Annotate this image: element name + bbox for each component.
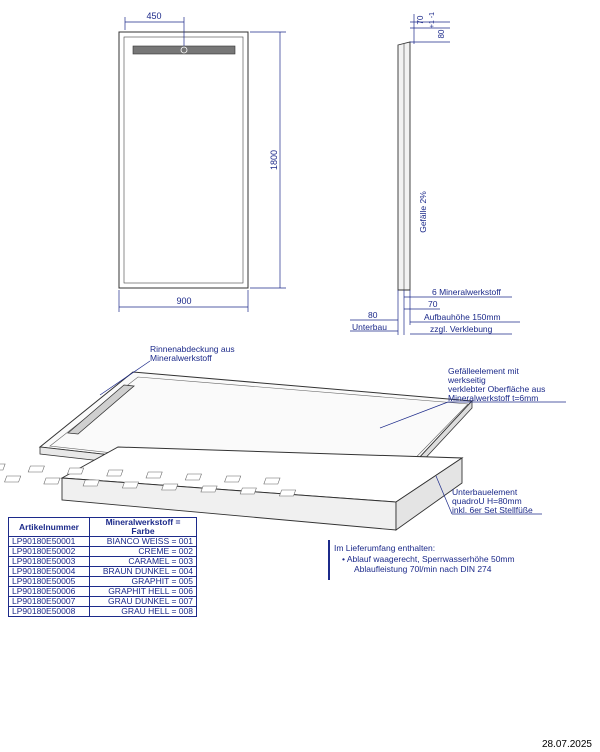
callout-slope-2: werkseitig bbox=[448, 375, 486, 385]
side-view bbox=[350, 12, 520, 335]
table-head-color: Mineralwerkstoff = Farbe bbox=[90, 518, 197, 537]
table-head-code: Artikelnummer bbox=[9, 518, 90, 537]
scope-item-1: • Ablauf waagerecht, Sperrwasserhöhe 50mm bbox=[342, 554, 515, 564]
table-cell-code: LP90180E50005 bbox=[9, 577, 90, 587]
table-row bbox=[9, 607, 197, 617]
table-cell-color: GRAPHIT HELL = 006 bbox=[90, 587, 197, 597]
table-row bbox=[9, 557, 197, 567]
delivery-scope bbox=[328, 540, 558, 580]
scope-bar bbox=[328, 540, 330, 580]
label-6-mineralwerkstoff: 6 Mineralwerkstoff bbox=[432, 287, 501, 297]
table-cell-code: LP90180E50001 bbox=[9, 537, 90, 547]
table-cell-color: GRAU HELL = 008 bbox=[90, 607, 197, 617]
top-view bbox=[119, 11, 286, 312]
table-row bbox=[9, 537, 197, 547]
dim-top-450: 450 bbox=[146, 11, 162, 21]
table-row bbox=[9, 587, 197, 597]
label-aufbauhoehe: Aufbauhöhe 150mm bbox=[424, 312, 501, 322]
dim-tolerance: +1 -1 bbox=[429, 11, 436, 29]
table-cell-code: LP90180E50006 bbox=[9, 587, 90, 597]
label-verklebung: zzgl. Verklebung bbox=[430, 324, 493, 334]
table-cell-code: LP90180E50004 bbox=[9, 567, 90, 577]
callout-slope-1: Gefälleelement mit bbox=[448, 366, 519, 376]
callout-base-3: inkl. 6er Set Stellfüße bbox=[452, 505, 533, 515]
table-cell-color: CREME = 002 bbox=[90, 547, 197, 557]
dim-height-1800: 1800 bbox=[269, 149, 279, 171]
tray-outline bbox=[119, 32, 248, 288]
table-cell-color: GRAPHIT = 005 bbox=[90, 577, 197, 587]
callout-base-2: quadroU H=80mm bbox=[452, 496, 522, 506]
callout-slope-4: Mineralwerkstoff t=6mm bbox=[448, 393, 539, 403]
table-row bbox=[9, 597, 197, 607]
table-cell-code: LP90180E50008 bbox=[9, 607, 90, 617]
tray-inner-edge bbox=[124, 37, 243, 283]
callout-drain-2: Mineralwerkstoff bbox=[150, 353, 212, 363]
slope-label: Gefälle 2% bbox=[418, 191, 428, 233]
table-header-row bbox=[9, 518, 197, 537]
table-body bbox=[9, 537, 197, 617]
scope-item-2: Ablaufleistung 70l/min nach DIN 274 bbox=[354, 564, 492, 574]
table-row bbox=[9, 547, 197, 557]
callout-slope-3: verklebter Oberfläche aus bbox=[448, 384, 546, 394]
label-unterbau: Unterbau bbox=[352, 322, 387, 332]
table-cell-code: LP90180E50007 bbox=[9, 597, 90, 607]
scope-title: Im Lieferumfang enthalten: bbox=[334, 543, 436, 553]
dim-70-top: 70 bbox=[416, 15, 425, 25]
table-cell-color: GRAU DUNKEL = 007 bbox=[90, 597, 197, 607]
exploded-view bbox=[0, 344, 566, 530]
article-table bbox=[8, 517, 197, 617]
table-row bbox=[9, 577, 197, 587]
table-row bbox=[9, 567, 197, 577]
dim-width-900: 900 bbox=[176, 296, 192, 306]
table-cell-color: CARAMEL = 003 bbox=[90, 557, 197, 567]
label-80: 80 bbox=[368, 310, 378, 320]
footer-date: 28.07.2025 bbox=[541, 739, 592, 750]
dim-80-top: 80 bbox=[437, 29, 446, 39]
table-cell-code: LP90180E50003 bbox=[9, 557, 90, 567]
table-cell-code: LP90180E50002 bbox=[9, 547, 90, 557]
table-cell-color: BIANCO WEISS = 001 bbox=[90, 537, 197, 547]
label-70: 70 bbox=[428, 299, 438, 309]
callout-base-1: Unterbauelement bbox=[452, 487, 518, 497]
callout-drain-1: Rinnenabdeckung aus bbox=[150, 344, 235, 354]
table-cell-color: BRAUN DUNKEL = 004 bbox=[90, 567, 197, 577]
